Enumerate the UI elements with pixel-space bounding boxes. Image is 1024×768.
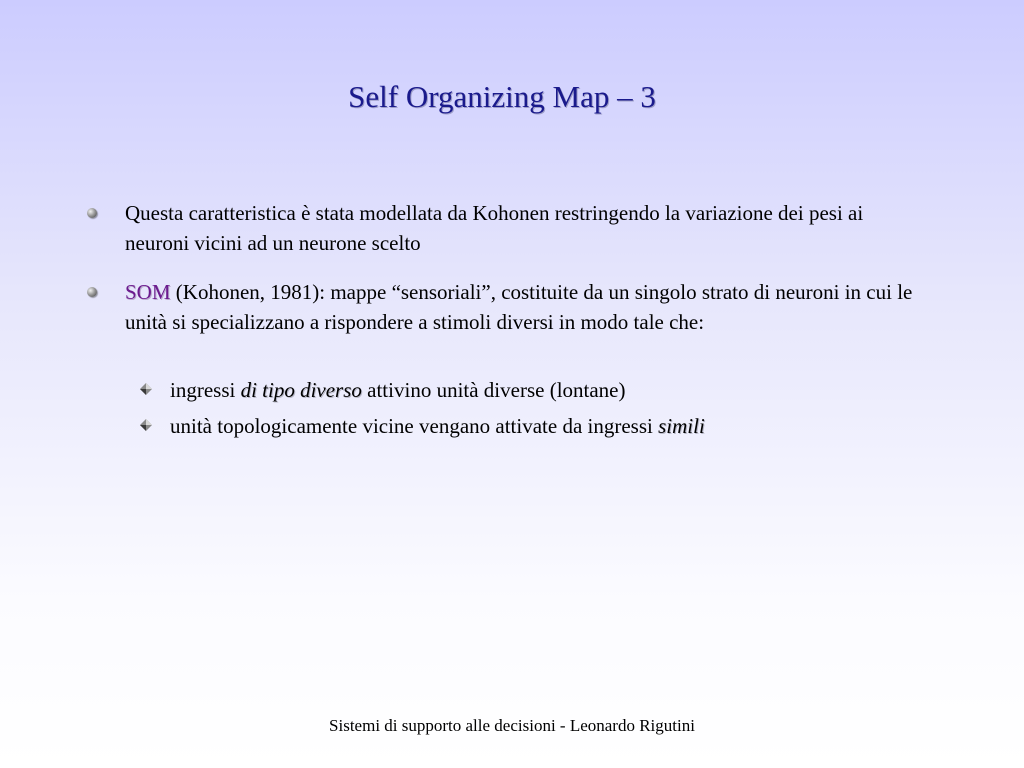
sub-bullet-emphasis: di tipo diverso [240,378,362,402]
sub-bullet-text-pre: unità topologicamente vicine vengano attivate da ingressi [170,414,659,438]
round-bullet-icon [87,208,97,218]
round-bullet-icon [87,287,97,297]
slide-title: Self Organizing Map – 3 [348,79,656,114]
bullet-text: Questa caratteristica è stata modellata da Kohonen restringendo la variazione dei pesi ai neuroni vicini ad un neurone scelto [125,201,864,255]
sub-bullet-text-pre: ingressi [170,378,241,402]
som-highlight: SOM [125,280,171,304]
diamond-bullet-icon [140,419,152,431]
sub-bullet-item-1 [170,375,930,405]
bullet-item-2 [125,277,925,337]
bullet-text: (Kohonen, 1981): mappe “sensoriali”, costituite da un singolo strato di neuroni in cui le unità si specializzano a rispondere a stimoli diversi in modo tale che: [125,280,913,334]
slide-footer: Sistemi di supporto alle decisioni - Leonardo Rigutini [329,716,695,735]
bullet-item-1 [125,198,925,258]
diamond-bullet-icon [140,383,152,395]
sub-bullet-emphasis: simili [658,414,705,438]
sub-bullet-item-2 [170,411,930,441]
sub-bullet-text-post: attivino unità diverse (lontane) [361,378,626,402]
